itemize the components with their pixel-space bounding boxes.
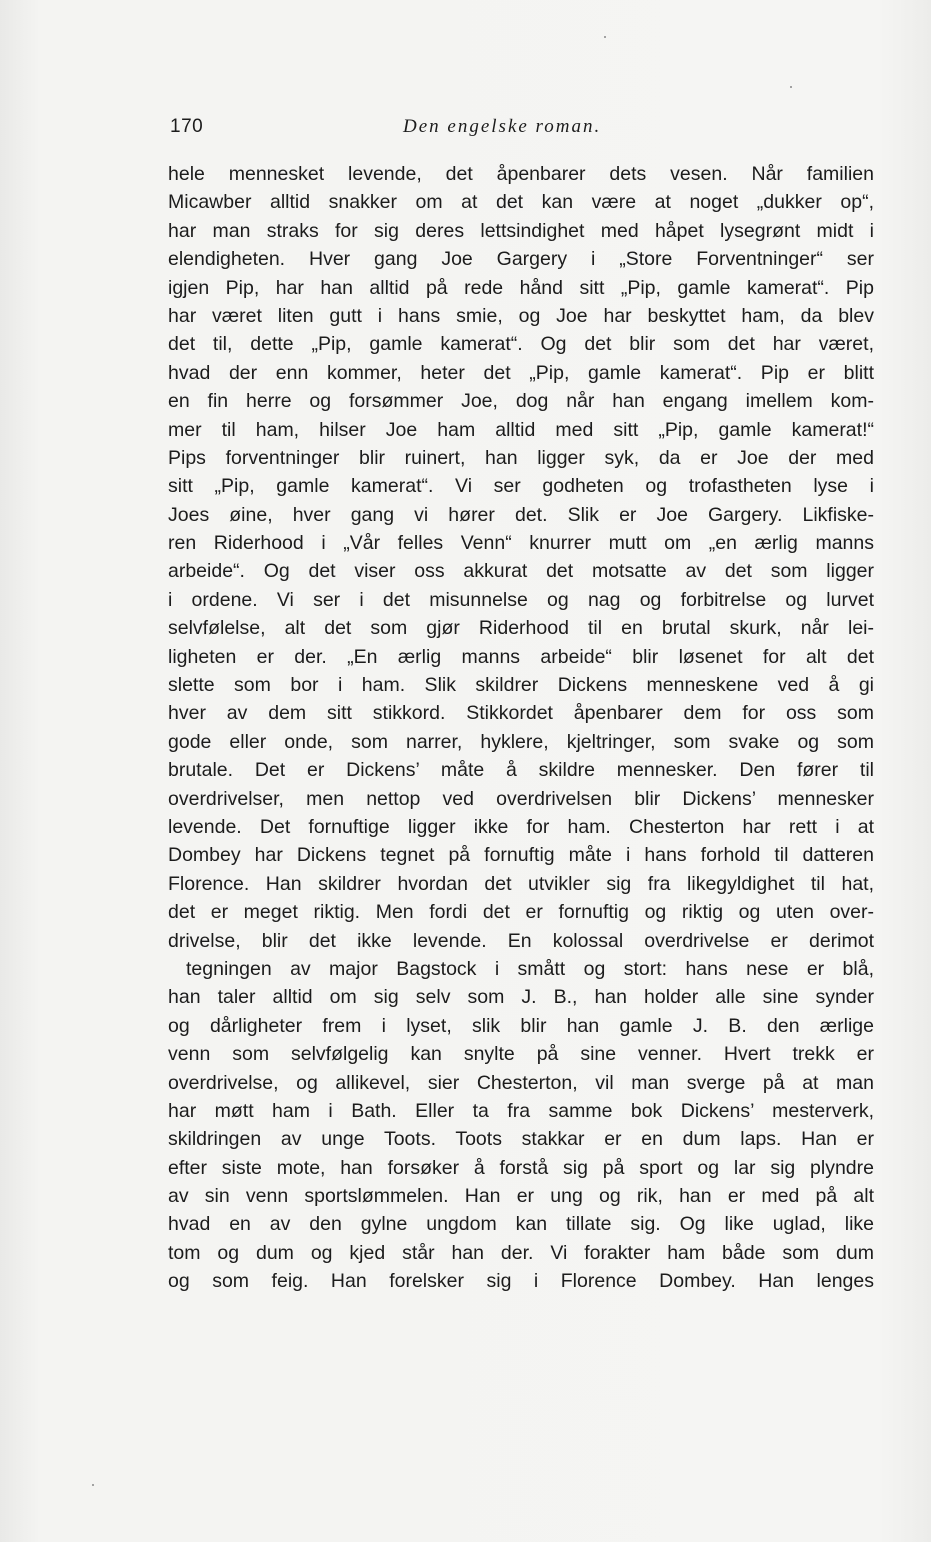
- text-line: ligheten er der. „En ærlig manns arbeide“ blir løsenet for alt det: [168, 645, 874, 668]
- text-line: Dombey har Dickens tegnet på fornuftig måte i hans forhold til datteren: [168, 844, 874, 867]
- text-line: en fin herre og forsømmer Joe, dog når han engang imellem kom-: [168, 390, 874, 413]
- text-line: tegningen av major Bagstock i smått og stort: hans nese er blå,: [186, 957, 874, 980]
- text-line: det er meget riktig. Men fordi det er fornuftig og riktig og uten over-: [168, 901, 874, 924]
- text-line: hele mennesket levende, det åpenbarer dets vesen. Når familien: [168, 163, 874, 185]
- paper-speck: [790, 86, 792, 88]
- text-line: hvad en av den gylne ungdom kan tillate sig. Og like uglad, like: [168, 1213, 874, 1236]
- text-line: venn som selvfølgelig kan snylte på sine venner. Hvert trekk er: [168, 1043, 874, 1066]
- body-text: [168, 160, 874, 1296]
- text-line: det til, dette „Pip, gamle kamerat“. Og det blir som det har været,: [168, 333, 874, 356]
- running-title: Den engelske roman.: [403, 116, 602, 137]
- text-line: hver av dem sitt stikkord. Stikkordet åpenbarer dem for oss som: [168, 702, 874, 725]
- text-line: av sin venn sportslømmelen. Han er ung og rik, han er med på alt: [168, 1185, 874, 1208]
- text-line: har møtt ham i Bath. Eller ta fra samme bok Dickens’ mesterverk,: [168, 1099, 874, 1122]
- text-line: og som feig. Han forelsker sig i Florence Dombey. Han lenges: [168, 1270, 874, 1293]
- text-line: Joes øine, hver gang vi hører det. Slik er Joe Gargery. Likfiske-: [168, 503, 874, 526]
- text-line: ren Riderhood i „Vår felles Venn“ knurrer mutt om „en ærlig manns: [168, 532, 874, 555]
- text-line: tom og dum og kjed står han der. Vi forakter ham både som dum: [168, 1241, 874, 1264]
- text-line: overdrivelser, men nettop ved overdrivelsen blir Dickens’ mennesker: [168, 787, 874, 810]
- text-line: overdrivelse, og allikevel, sier Chesterton, vil man sverge på at man: [168, 1071, 874, 1094]
- text-line: skildringen av unge Toots. Toots stakkar er en dum laps. Han er: [168, 1128, 874, 1151]
- text-line: gode eller onde, som narrer, hyklere, kjeltringer, som svake og som: [168, 730, 874, 753]
- text-line: levende. Det fornuftige ligger ikke for ham. Chesterton har rett i at: [168, 815, 874, 838]
- page-number: 170: [170, 116, 204, 137]
- text-line: selvfølelse, alt det som gjør Riderhood til en brutal skurk, når lei-: [168, 617, 874, 640]
- text-line: Micawber alltid snakker om at det kan være at noget „dukker op“,: [168, 191, 874, 214]
- text-line: mer til ham, hilser Joe ham alltid med sitt „Pip, gamle kamerat!“: [168, 418, 874, 441]
- text-line: har man straks for sig deres lettsindighet med håpet lysegrønt midt i: [168, 219, 874, 242]
- text-line: brutale. Det er Dickens’ måte å skildre mennesker. Den fører til: [168, 759, 874, 782]
- page-header: [170, 116, 880, 142]
- text-line: efter siste mote, han forsøker å forstå sig på sport og lar sig plyndre: [168, 1156, 874, 1179]
- text-line: Pips forventninger blir ruinert, han ligger syk, da er Joe der med: [168, 446, 874, 469]
- text-line: hvad der enn kommer, heter det „Pip, gamle kamerat“. Pip er blitt: [168, 361, 874, 384]
- text-line: arbeide“. Og det viser oss akkurat det motsatte av det som ligger: [168, 560, 874, 583]
- text-line: har været liten gutt i hans smie, og Joe har beskyttet ham, da blev: [168, 304, 874, 327]
- paper-speck: [92, 1484, 94, 1486]
- text-line: Florence. Han skildrer hvordan det utvikler sig fra likegyldighet til hat,: [168, 872, 874, 895]
- text-line: i ordene. Vi ser i det misunnelse og nag og forbitrelse og lurvet: [168, 588, 874, 611]
- text-line: og dårligheter frem i lyset, slik blir han gamle J. B. den ærlige: [168, 1014, 874, 1037]
- text-line: drivelse, blir det ikke levende. En kolossal overdrivelse er derimot: [168, 929, 874, 952]
- text-line: igjen Pip, har han alltid på rede hånd sitt „Pip, gamle kamerat“. Pip: [168, 276, 874, 299]
- text-line: sitt „Pip, gamle kamerat“. Vi ser godheten og trofastheten lyse i: [168, 475, 874, 498]
- text-line: han taler alltid om sig selv som J. B., han holder alle sine synder: [168, 986, 874, 1009]
- paper-speck: [604, 36, 606, 38]
- text-line: slette som bor i ham. Slik skildrer Dickens menneskene ved å gi: [168, 674, 874, 697]
- text-line: elendigheten. Hver gang Joe Gargery i „Store Forventninger“ ser: [168, 248, 874, 271]
